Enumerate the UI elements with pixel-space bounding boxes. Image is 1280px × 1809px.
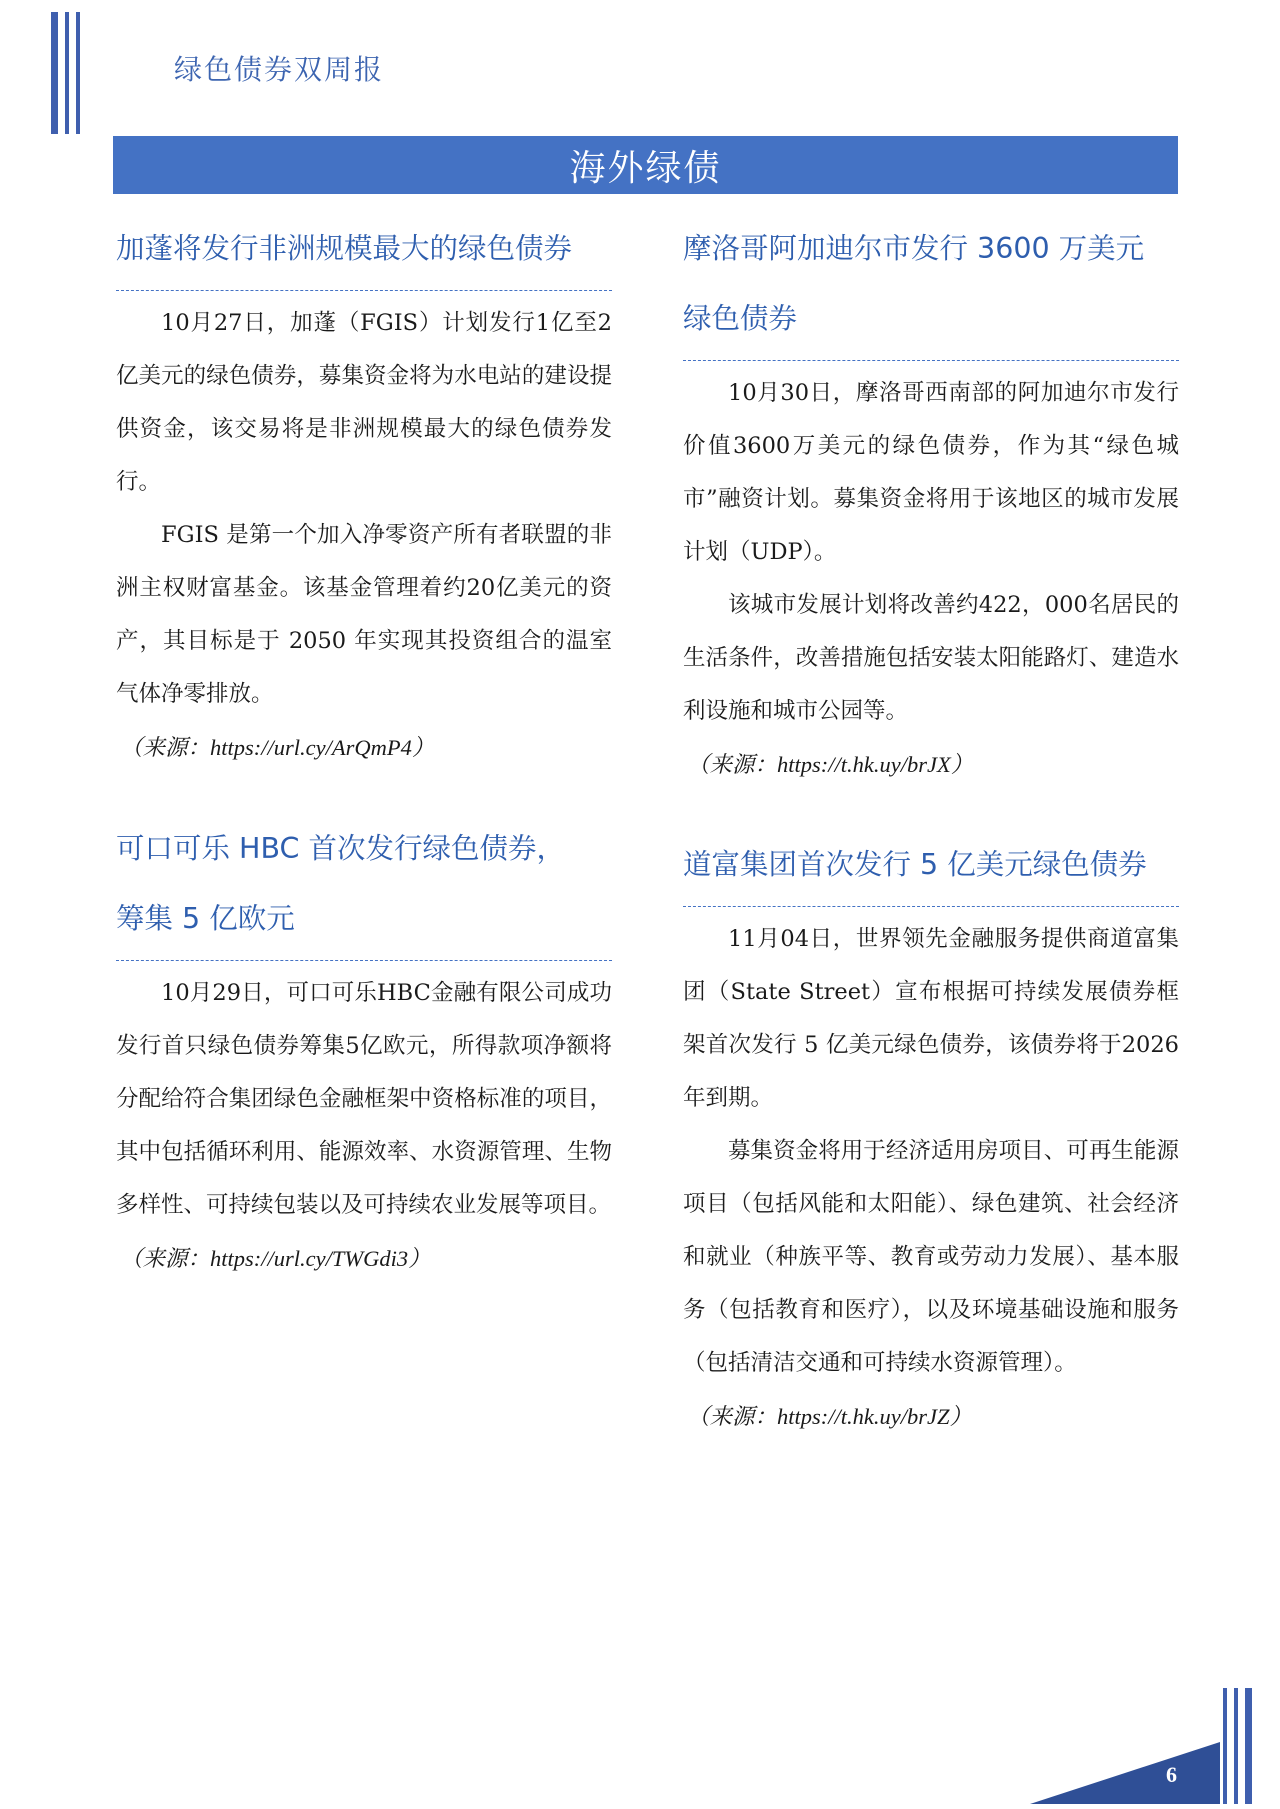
- footer-decoration-bars: [1223, 1688, 1252, 1804]
- page-number: 6: [1166, 1762, 1177, 1787]
- article-title-line: 筹集 5 亿欧元: [116, 902, 295, 935]
- article-title: [116, 814, 612, 961]
- article-paragraph: 11月04日，世界领先金融服务提供商道富集团（State Street）宣布根据可持续发展债券框架首次发行 5 亿美元绿色债券，该债券将于2026年到期。: [683, 926, 1179, 1111]
- article-gabon: [116, 214, 612, 774]
- article-title: 加蓬将发行非洲规模最大的绿色债券: [116, 214, 612, 291]
- article-paragraph: 募集资金将用于经济适用房项目、可再生能源项目（包括风能和太阳能）、绿色建筑、社会经济和就业（种族平等、教育或劳动力发展）、基本服务（包括教育和医疗），以及环境基础设施和服务（包括清洁交通和可持续水资源管理）。: [683, 1138, 1179, 1376]
- article-source: （来源：https://url.cy/ArQmP4）: [120, 735, 435, 760]
- article-source: （来源：https://url.cy/TWGdi3）: [120, 1246, 431, 1271]
- page-corner-triangle: [1030, 1742, 1220, 1804]
- article-title: [683, 214, 1179, 361]
- article-title-line: 绿色债券: [683, 302, 798, 335]
- article-title-line: 摩洛哥阿加迪尔市发行 3600 万美元: [683, 232, 1145, 265]
- article-source: （来源：https://t.hk.uy/brJX）: [687, 752, 974, 777]
- article-state-street: [683, 830, 1179, 1443]
- document-title: 绿色债券双周报: [174, 53, 385, 86]
- article-source: （来源：https://t.hk.uy/brJZ）: [687, 1404, 972, 1429]
- article-title-line: 可口可乐 HBC 首次发行绿色债券，: [116, 832, 566, 865]
- article-paragraph: 10月29日，可口可乐HBC金融有限公司成功发行首只绿色债券筹集5亿欧元，所得款项净额将分配给符合集团绿色金融框架中资格标准的项目，其中包括循环利用、能源效率、水资源管理、生物多样性、可持续包装以及可持续农业发展等项目。: [116, 980, 612, 1218]
- article-paragraph: FGIS 是第一个加入净零资产所有者联盟的非洲主权财富基金。该基金管理着约20亿美元的资产，其目标是于 2050 年实现其投资组合的温室气体净零排放。: [116, 522, 612, 707]
- article-paragraph: 10月27日，加蓬（FGIS）计划发行1亿至2亿美元的绿色债券，募集资金将为水电站的建设提供资金，该交易将是非洲规模最大的绿色债券发行。: [116, 310, 612, 495]
- article-title: 道富集团首次发行 5 亿美元绿色债券: [683, 830, 1179, 907]
- article-paragraph: 10月30日，摩洛哥西南部的阿加迪尔市发行价值3600万美元的绿色债券，作为其“绿色城市”融资计划。募集资金将用于该地区的城市发展计划（UDP）。: [683, 380, 1179, 565]
- article-coca-cola-hbc: [116, 814, 612, 1285]
- header-decoration-bars: [51, 12, 80, 134]
- article-paragraph: 该城市发展计划将改善约422，000名居民的生活条件，改善措施包括安装太阳能路灯、建造水利设施和城市公园等。: [683, 592, 1179, 724]
- article-agadir: [683, 214, 1179, 791]
- section-banner: 海外绿债: [113, 136, 1178, 194]
